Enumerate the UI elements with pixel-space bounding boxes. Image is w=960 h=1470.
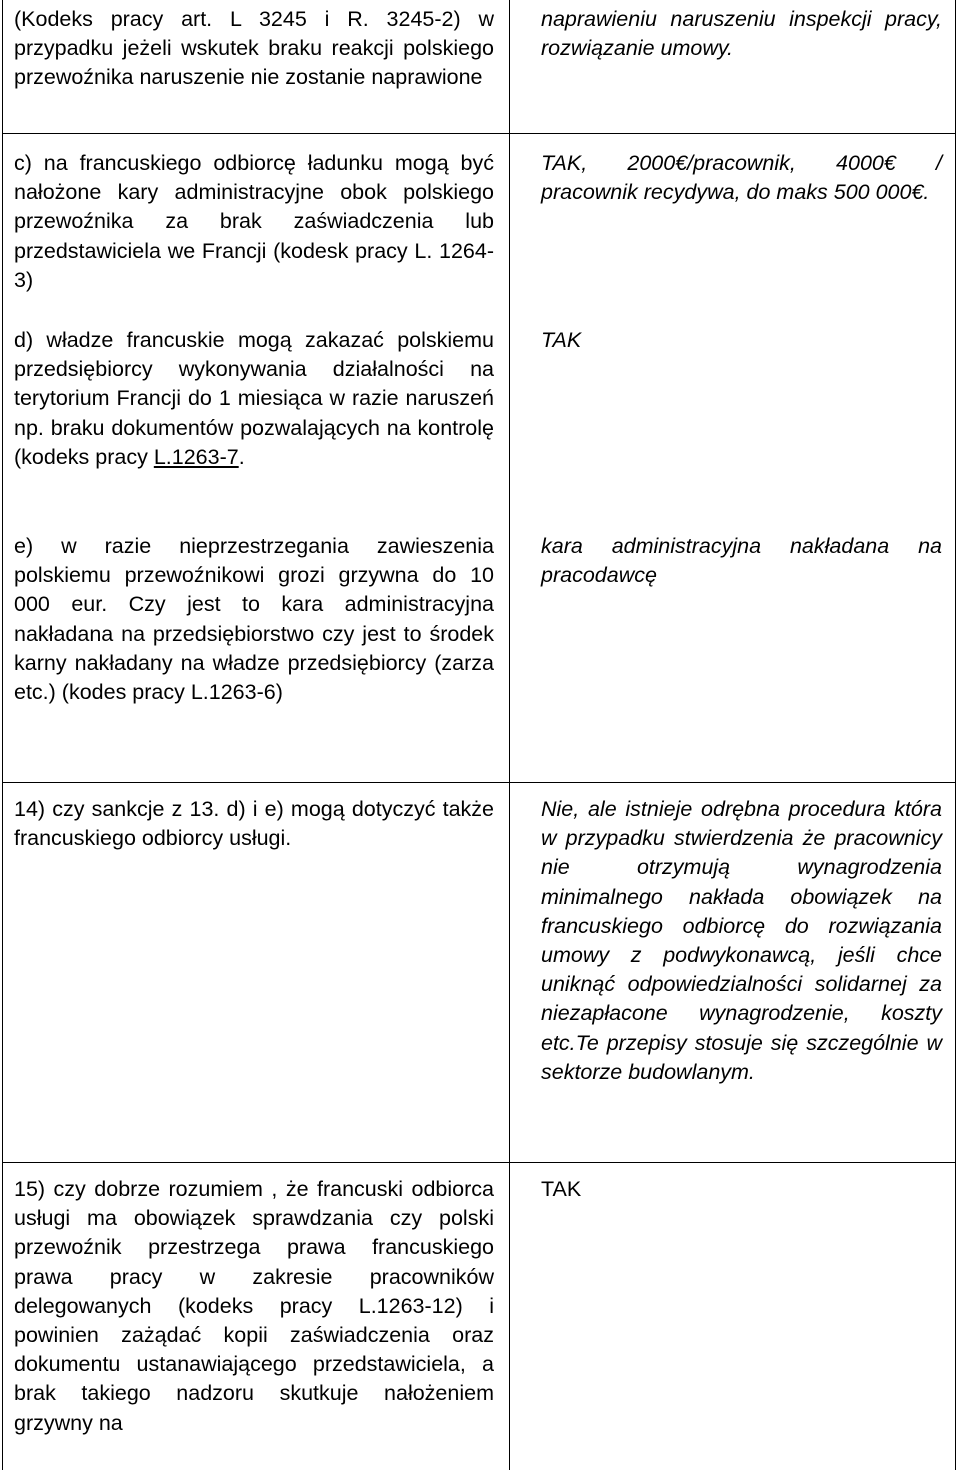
item-c-question	[14, 149, 494, 295]
item-c-answer	[541, 149, 942, 207]
item-e-answer	[541, 532, 942, 590]
item-d-answer	[541, 326, 942, 355]
question-14-text: 14) czy sankcje z 13. d) i e) mogą dotyczyć także francuskiego odbiorcy usługi.	[14, 797, 494, 851]
item-c-text: c) na francuskiego odbiorcę ładunku mogą być nałożone kary administracyjne obok polskiego przewoźnika za brak zaświadczenia lub przedstawiciela we Francji (kodesk pracy L. 1264-3)	[14, 151, 494, 292]
row-divider-1	[2, 133, 956, 134]
item-e-text: e) w razie nieprzestrzegania zawieszenia polskiemu przewoźnikowi grozi grzywna do 10 000 eur. Czy jest to kara administracyjna nakładana na przedsiębiorstwo czy jest to środek karny nakładany na władze przedsiębiorcy (zarza etc.) (kodes pracy L.1263-6)	[14, 534, 494, 705]
item-e-question	[14, 532, 494, 707]
row-1-left-cell	[14, 5, 494, 123]
answer-15	[541, 1175, 942, 1204]
question-14	[14, 795, 494, 853]
item-d-answer-text: TAK	[541, 328, 582, 352]
item-e-answer-text: kara administracyjna nakładana na pracodawcę	[541, 534, 942, 588]
question-15-text: 15) czy dobrze rozumiem , że francuski odbiorca usługi ma obowiązek sprawdzania czy polski przewoźnik przestrzega prawa francuskiego prawa pracy w zakresie pracowników delegowanych (kodeks pracy L.1263-12) i powinien zażądać kopii zaświadczenia oraz dokumentu ustanawiającego przedstawiciela, a brak takiego nadzoru skutkuje nałożeniem grzywny na	[14, 1177, 494, 1435]
item-d-text-main: d) władze francuskie mogą zakazać polskiemu przedsiębiorcy wykonywania działalności na terytorium Francji do 1 miesiąca w razie naruszeń np. braku dokumentów pozwalających na kontrolę (kodeks pracy	[14, 328, 494, 469]
item-d-text	[14, 326, 494, 472]
table-right-border	[955, 0, 956, 1470]
question-15	[14, 1175, 494, 1438]
answer-14	[541, 795, 942, 1087]
answer-15-text: TAK	[541, 1177, 582, 1201]
item-d-text-end: .	[238, 444, 245, 469]
table-column-divider	[509, 0, 510, 1470]
row-1-right-continuation	[541, 5, 942, 63]
item-c-answer-text: TAK, 2000€/pracownik, 4000€ / pracownik recydywa, do maks 500 000€.	[541, 151, 942, 205]
continuation-answer-text: naprawieniu naruszeniu inspekcji pracy, rozwiązanie umowy.	[541, 7, 942, 61]
row-divider-2	[2, 782, 956, 783]
item-d-question	[14, 326, 494, 472]
answer-14-text: Nie, ale istnieje odrębna procedura która w przypadku stwierdzenia że pracownicy nie otrzymują wynagrodzenia minimalnego nakłada obowiązek na francuskiego odbiorcę do rozwiązania umowy z podwykonawcą, jeśli chce uniknąć odpowiedzialności solidarnej za niezapłacone wynagrodzenie, koszty etc.Te przepisy stosuje się szczególnie w sektorze budowlanym.	[541, 797, 942, 1084]
item-d-reference-link: L.1263-7	[153, 444, 239, 469]
row-1-left-continuation: (Kodeks pracy art. L 3245 i R. 3245-2) w przypadku jeżeli wskutek braku reakcji polskiego przewoźnika naruszenie nie zostanie naprawione	[14, 7, 494, 90]
row-divider-3	[2, 1162, 956, 1163]
table-left-border	[2, 0, 3, 1470]
